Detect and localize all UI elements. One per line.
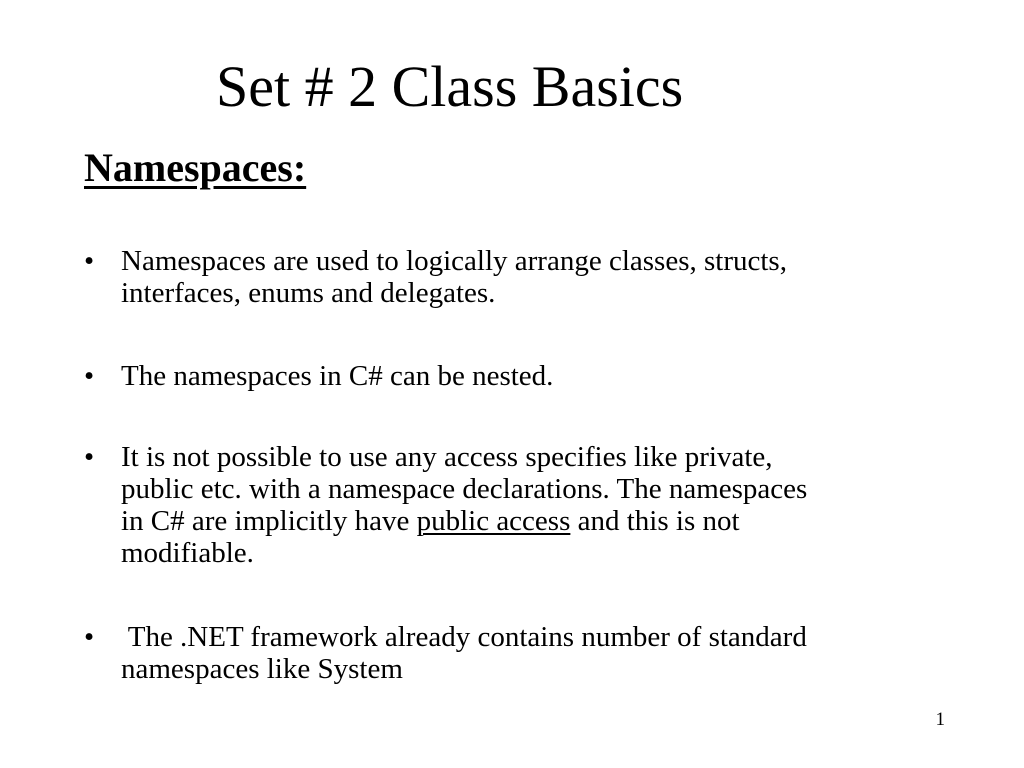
- bullet-text: [121, 245, 951, 309]
- bullet-text: [121, 360, 951, 392]
- public-access-link[interactable]: public access: [416, 505, 571, 537]
- section-heading: Namespaces:: [84, 145, 307, 190]
- bullet-line: It is not possible to use any access specifies like private,: [121, 441, 773, 473]
- bullet-list: [84, 0, 954, 768]
- bullet-line: namespaces like System: [121, 653, 403, 685]
- slide-title: Set # 2 Class Basics: [216, 54, 684, 119]
- bullet-text: [121, 621, 951, 685]
- page-number: 1: [935, 709, 945, 730]
- bullet-line: The namespaces in C# can be nested.: [121, 360, 554, 392]
- bullet-text-segment: in C# are implicitly have: [121, 505, 417, 537]
- bullet-dot: •: [84, 621, 95, 653]
- bullet-line: interfaces, enums and delegates.: [121, 277, 496, 309]
- bullet-line: public etc. with a namespace declarations. The namespaces: [121, 473, 808, 505]
- bullet-line: [121, 505, 951, 537]
- bullet-dot: •: [84, 441, 95, 473]
- bullet-dot: •: [84, 360, 95, 392]
- bullet-text: [121, 441, 951, 569]
- bullet-dot: •: [84, 245, 95, 277]
- bullet-line: Namespaces are used to logically arrange classes, structs,: [121, 245, 787, 277]
- bullet-line: modifiable.: [121, 537, 254, 569]
- bullet-line: The .NET framework already contains number of standard: [121, 621, 807, 653]
- bullet-text-segment: and this is not: [570, 505, 740, 537]
